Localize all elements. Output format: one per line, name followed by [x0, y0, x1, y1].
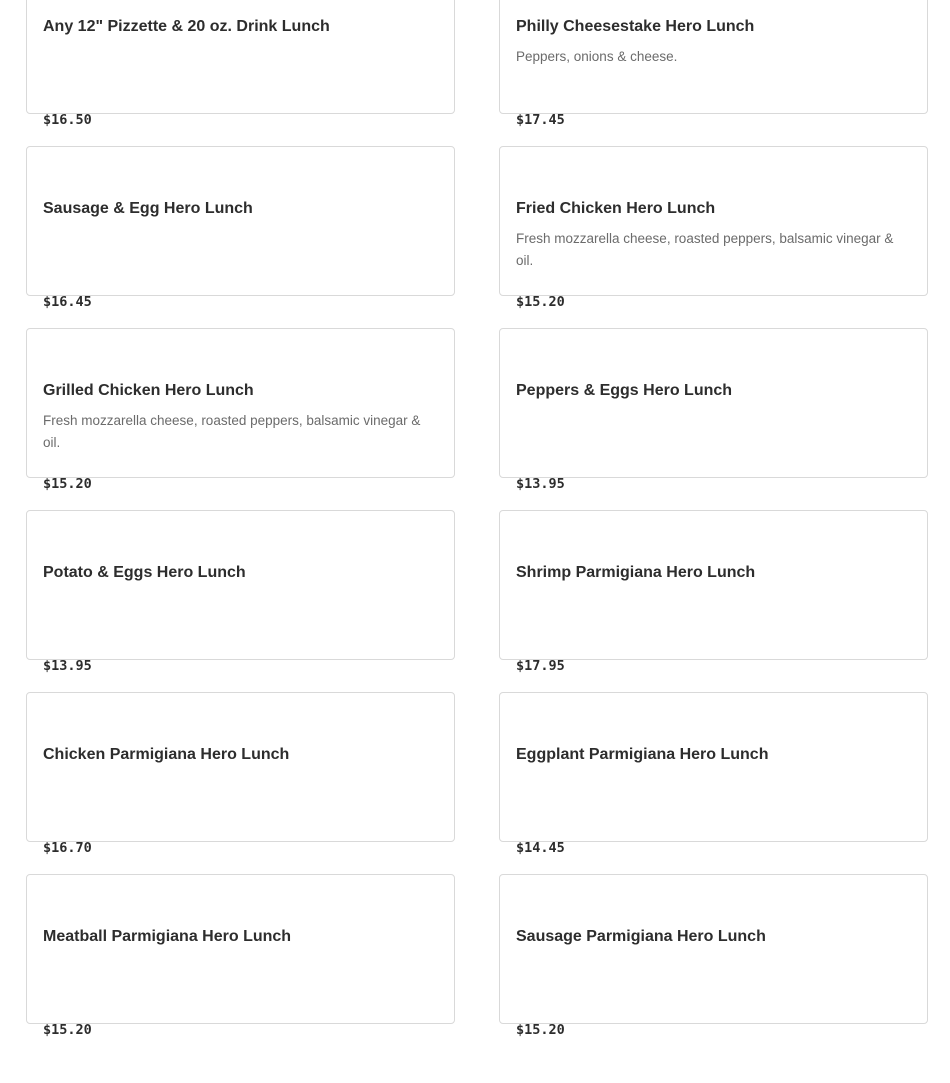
menu-item-card[interactable] — [26, 146, 455, 310]
menu-item-card[interactable] — [499, 328, 928, 492]
menu-item-name: Potato & Eggs Hero Lunch — [43, 564, 246, 581]
menu-item-card[interactable] — [499, 510, 928, 674]
menu-item-price: $16.50 — [43, 112, 92, 128]
menu-item-name: Grilled Chicken Hero Lunch — [43, 382, 254, 399]
menu-item-price: $15.20 — [516, 294, 565, 310]
menu-item-name: Sausage & Egg Hero Lunch — [43, 200, 253, 217]
menu-item-price: $13.95 — [43, 658, 92, 674]
menu-item-price: $15.20 — [516, 1022, 565, 1038]
menu-item-name: Meatball Parmigiana Hero Lunch — [43, 928, 292, 945]
menu-item-name: Sausage Parmigiana Hero Lunch — [516, 928, 766, 945]
menu-item-name: Any 12" Pizzette & 20 oz. Drink Lunch — [43, 18, 330, 35]
menu-item-card[interactable] — [26, 328, 455, 492]
menu-item-name: Fried Chicken Hero Lunch — [516, 200, 716, 217]
menu-item-card[interactable] — [499, 146, 928, 310]
menu-item-price: $17.95 — [516, 658, 565, 674]
menu-item-name: Chicken Parmigiana Hero Lunch — [43, 746, 290, 763]
menu-item-card[interactable] — [26, 692, 455, 856]
menu-item-card[interactable] — [26, 874, 455, 1038]
menu-item-card[interactable] — [26, 510, 455, 674]
menu-item-price: $16.45 — [43, 294, 92, 310]
menu-item-name: Philly Cheesestake Hero Lunch — [516, 18, 755, 35]
menu-item-card[interactable] — [499, 0, 928, 128]
menu-item-card[interactable] — [499, 874, 928, 1038]
menu-item-name: Eggplant Parmigiana Hero Lunch — [516, 746, 769, 763]
menu-item-price: $15.20 — [43, 1022, 92, 1038]
menu-item-price: $17.45 — [516, 112, 565, 128]
menu-item-price: $14.45 — [516, 840, 565, 856]
menu-item-description: Fresh mozzarella cheese, roasted peppers, balsamic vinegar & oil. — [43, 413, 421, 450]
menu-item-name: Shrimp Parmigiana Hero Lunch — [516, 564, 756, 581]
menu-item-price: $15.20 — [43, 476, 92, 492]
menu-item-card[interactable] — [26, 0, 455, 128]
menu-item-name: Peppers & Eggs Hero Lunch — [516, 382, 733, 399]
menu-item-card[interactable] — [499, 692, 928, 856]
menu-item-price: $13.95 — [516, 476, 565, 492]
menu-item-grid — [26, 0, 928, 1038]
menu-item-description: Fresh mozzarella cheese, roasted peppers, balsamic vinegar & oil. — [516, 231, 894, 268]
menu-item-description: Peppers, onions & cheese. — [516, 49, 678, 64]
menu-item-price: $16.70 — [43, 840, 92, 856]
